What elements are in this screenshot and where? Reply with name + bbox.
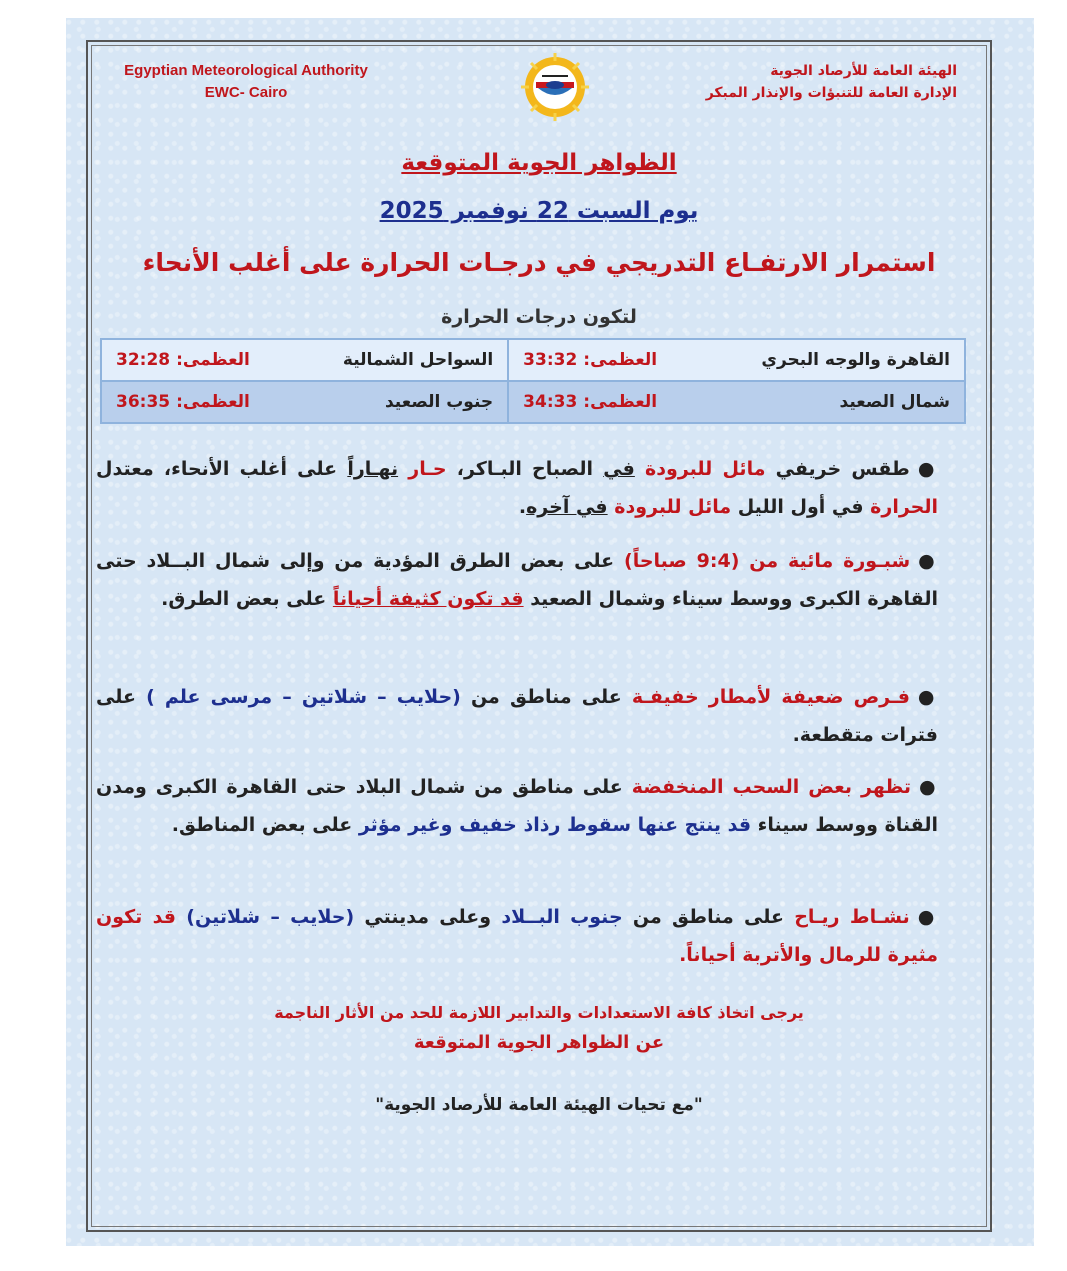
table-row (101, 339, 965, 381)
forecast-bullet-wind (96, 898, 938, 974)
bullet-text (635, 458, 645, 480)
bullet-highlight: نشـاط ريـاح (794, 906, 910, 928)
ema-sun-logo-icon (520, 52, 590, 122)
temperatures-caption: لتكون درجات الحرارة (441, 306, 637, 328)
header-center-name: EWC- Cairo (204, 84, 288, 101)
region-name: السواحل الشمالية (342, 350, 494, 370)
region-name: شمال الصعيد (839, 392, 950, 412)
bullet-blue: (حلايب – شلاتين – مرسى علم ) (146, 686, 461, 708)
forecast-bullet-weather (96, 450, 938, 526)
header-department-ar: الإدارة العامة للتنبؤات والإنذار المبكر (705, 85, 957, 101)
bullet-text: وعلى مدينتي (354, 906, 502, 928)
max-label: العظمى: (176, 350, 250, 370)
bullet-blue: (حلايب – شلاتين) (186, 906, 355, 928)
max-label: العظمى: (176, 392, 250, 412)
temp-cell (101, 339, 508, 381)
bullet-icon: ● (917, 906, 938, 928)
bullet-highlight: تظهر بعض السحب المنخفضة (631, 776, 912, 798)
bullet-highlight: قد تكون كثيفة أحياناً (332, 588, 524, 610)
temp-cell (508, 381, 965, 423)
bullet-underline: في (603, 458, 635, 480)
bullet-highlight: فـرص ضعيفة لأمطار خفيفـة (631, 686, 910, 708)
region-name: القاهرة والوجه البحري (761, 350, 950, 370)
bullet-text: على فترات متقطعة. (96, 686, 938, 746)
bullet-text (398, 458, 408, 480)
temperature-table (100, 338, 966, 424)
bullet-text: في أول الليل (731, 496, 871, 518)
bullet-highlight: شبـورة مائية من (9:4 صباحاً) (624, 550, 911, 572)
bullet-icon: ● (917, 458, 938, 480)
bullet-text: على بعض الطرق. (161, 588, 333, 610)
forecast-bullet-clouds (96, 768, 938, 844)
bullet-icon: ● (917, 686, 938, 708)
bullet-text: على مناطق من شمال البلاد حتى القاهرة الكبرى ومدن القناة ووسط سيناء (96, 776, 938, 836)
bullet-highlight: مائل للبرودة (614, 496, 732, 518)
bullet-highlight: قد تكون مثيرة للرمال والأتربة أحياناً. (96, 906, 938, 966)
bulletin-date: يوم السبت 22 نوفمبر 2025 (379, 198, 699, 224)
temp-value: 33:32 (523, 350, 578, 370)
bullet-text: على بعض المناطق. (171, 814, 359, 836)
table-row (101, 381, 965, 423)
bullet-icon: ● (918, 550, 938, 572)
forecast-bullet-rain (96, 678, 938, 754)
temp-cell (101, 381, 508, 423)
bullet-icon: ● (919, 776, 938, 798)
bullet-underline: نهـاراً (347, 458, 399, 480)
bullet-highlight: مائل للبرودة (645, 458, 766, 480)
bulletin-title: الظواهر الجوية المتوقعة (401, 150, 677, 176)
temp-value: 34:33 (523, 392, 578, 412)
header-english (96, 60, 396, 104)
bullet-text: على مناطق من (460, 686, 632, 708)
forecast-bullet-fog (96, 542, 938, 618)
closing-regards: "مع تحيات الهيئة العامة للأرصاد الجوية" (375, 1095, 703, 1115)
header-authority-ar: الهيئة العامة للأرصاد الجوية (770, 63, 957, 79)
bullet-text: على مناطق من (622, 906, 795, 928)
bullet-blue: جنوب البــلاد (501, 906, 623, 928)
temp-cell (508, 339, 965, 381)
bulletin-headline: استمرار الارتفـاع التدريجي في درجـات الحرارة على أغلب الأنحاء (142, 248, 936, 277)
bullet-text: على بعض الطرق المؤدية من وإلى شمال البــلاد حتى القاهرة الكبرى ووسط سيناء وشمال الصعيد (96, 550, 938, 610)
bullet-text: الصباح البـاكر، (446, 458, 604, 480)
temp-value: 32:28 (116, 350, 171, 370)
bullet-text: طقس خريفي (765, 458, 910, 480)
bullet-underline: في آخره (526, 496, 608, 518)
header-arabic (637, 60, 957, 104)
bullet-text: . (518, 496, 527, 518)
max-label: العظمى: (583, 350, 658, 370)
advisory-line: عن الظواهر الجوية المتوقعة (413, 1032, 665, 1053)
bullet-text: على أغلب الأنحاء، معتدل (96, 458, 348, 480)
region-name: جنوب الصعيد (384, 392, 494, 412)
bullet-highlight: حـار (408, 458, 447, 480)
temp-value: 36:35 (116, 392, 171, 412)
bullet-highlight: الحرارة (870, 496, 938, 518)
advisory-note (86, 998, 992, 1058)
bullet-blue: قد ينتج عنها سقوط رذاذ خفيف وغير مؤثر (358, 814, 752, 836)
advisory-line: يرجى اتخاذ كافة الاستعدادات والتدابير اللازمة للحد من الأثار الناجمة (274, 1003, 804, 1022)
max-label: العظمى: (583, 392, 658, 412)
header-org-name: Egyptian Meteorological Authority (124, 62, 368, 79)
